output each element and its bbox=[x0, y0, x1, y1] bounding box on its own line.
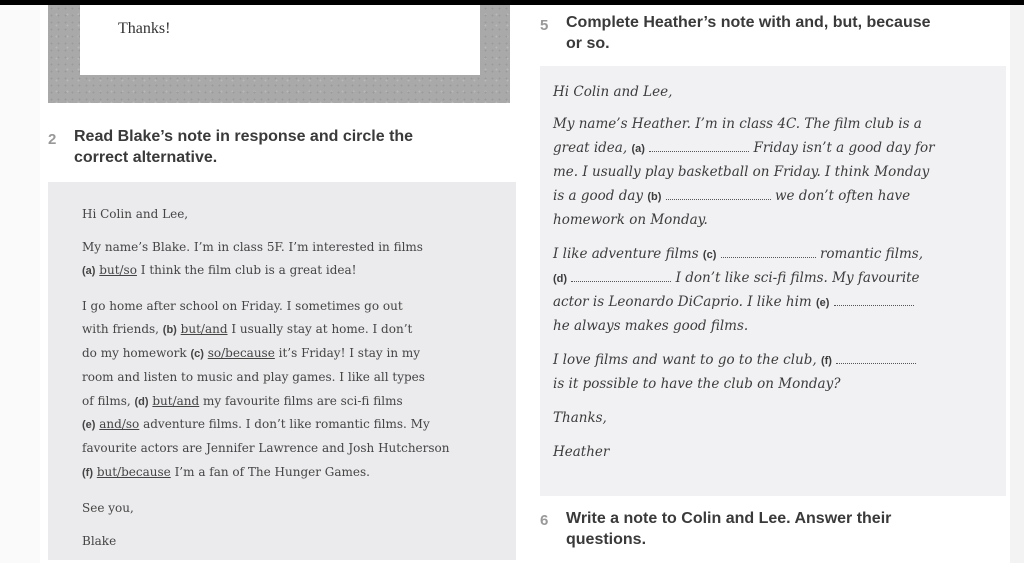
task-6-instruction-line: questions. bbox=[566, 531, 647, 548]
gap-label: (f) bbox=[82, 467, 93, 479]
line-text: is a good day bbox=[553, 188, 648, 204]
line-text: it’s Friday! I stay in my bbox=[274, 346, 421, 360]
heather-line bbox=[553, 266, 920, 291]
task-2-number: 2 bbox=[48, 131, 57, 148]
choice-options[interactable]: and/so bbox=[99, 417, 140, 431]
left-page-gutter bbox=[0, 5, 40, 563]
gap-label: (d) bbox=[553, 273, 568, 285]
blake-line: favourite actors are Jennifer Lawrence and Josh Hutcherson bbox=[82, 441, 450, 455]
gap-label: (a) bbox=[631, 143, 645, 155]
choice-options[interactable]: but/because bbox=[96, 465, 171, 479]
blake-line bbox=[82, 461, 370, 485]
line-text: adventure films. I don’t like romantic films. My bbox=[139, 417, 430, 431]
heather-line bbox=[553, 348, 916, 373]
gap-blank[interactable] bbox=[666, 187, 771, 200]
line-text: I’m a fan of The Hunger Games. bbox=[170, 465, 370, 479]
line-text: I like adventure films bbox=[553, 246, 703, 262]
line-text: we don’t often have bbox=[770, 188, 911, 204]
gap-label: (f) bbox=[820, 355, 832, 367]
heather-closing: Thanks, bbox=[553, 410, 607, 426]
gap-label: (a) bbox=[82, 265, 96, 277]
heather-line: me. I usually play basketball on Friday. I think Monday bbox=[553, 164, 930, 180]
task-6-instruction-line: Write a note to Colin and Lee. Answer their bbox=[566, 510, 892, 527]
task-5-instruction-line: Complete Heather’s note with and, but, because bbox=[566, 14, 931, 31]
blake-line: I go home after school on Friday. I sometimes go out bbox=[82, 299, 403, 313]
line-text: with friends, bbox=[82, 322, 163, 336]
heather-line bbox=[553, 242, 923, 267]
heather-line: My name’s Heather. I’m in class 4C. The film club is a bbox=[553, 116, 922, 132]
task-5-number: 5 bbox=[540, 17, 549, 34]
line-text: of films, bbox=[82, 394, 135, 408]
choice-options[interactable]: but/and bbox=[152, 394, 200, 408]
gap-label: (b) bbox=[162, 324, 177, 336]
line-text: I think the film club is a great idea! bbox=[136, 263, 357, 277]
choice-options[interactable]: but/so bbox=[99, 263, 137, 277]
gap-blank[interactable] bbox=[571, 269, 671, 282]
heather-line: homework on Monday. bbox=[553, 212, 708, 228]
gap-blank[interactable] bbox=[721, 245, 816, 258]
gap-blank[interactable] bbox=[834, 293, 914, 306]
choice-options[interactable]: so/because bbox=[207, 346, 275, 360]
blake-line bbox=[82, 390, 403, 414]
gap-label: (c) bbox=[702, 249, 717, 261]
heather-greeting: Hi Colin and Lee, bbox=[553, 84, 673, 100]
gap-label: (b) bbox=[647, 191, 662, 203]
line-text: my favourite films are sci-fi films bbox=[199, 394, 403, 408]
blake-line bbox=[82, 342, 420, 366]
heather-line: is it possible to have the club on Monday? bbox=[553, 376, 841, 392]
blake-line bbox=[82, 413, 430, 437]
blake-signature: Blake bbox=[82, 534, 117, 548]
previous-note-card bbox=[80, 5, 480, 75]
line-text: actor is Leonardo DiCaprio. I like him bbox=[553, 294, 817, 310]
heather-signature: Heather bbox=[553, 444, 610, 460]
blake-line: My name’s Blake. I’m in class 5F. I’m interested in films bbox=[82, 240, 423, 254]
blake-greeting: Hi Colin and Lee, bbox=[82, 207, 189, 221]
task-2-instruction-line: Read Blake’s note in response and circle the bbox=[74, 128, 414, 145]
line-text: great idea, bbox=[553, 140, 632, 156]
task-5-instruction-line: or so. bbox=[566, 35, 610, 52]
task-2-instruction-line: correct alternative. bbox=[74, 149, 218, 166]
choice-options[interactable]: but/and bbox=[180, 322, 228, 336]
gap-blank[interactable] bbox=[649, 139, 749, 152]
task-6-number: 6 bbox=[540, 512, 549, 529]
task-5-instruction bbox=[566, 12, 931, 54]
gap-label: (e) bbox=[82, 419, 96, 431]
line-text: I usually stay at home. I don’t bbox=[227, 322, 413, 336]
heather-line bbox=[553, 290, 914, 315]
line-text: romantic films, bbox=[815, 246, 924, 262]
blake-line: room and listen to music and play games. I like all types bbox=[82, 370, 425, 384]
line-text: I don’t like sci-fi films. My favourite bbox=[671, 270, 920, 286]
heather-line: he always makes good films. bbox=[553, 318, 749, 334]
right-page-edge bbox=[1010, 5, 1024, 563]
line-text: I love films and want to go to the club, bbox=[553, 352, 821, 368]
heather-line bbox=[553, 184, 910, 209]
blake-line bbox=[82, 318, 412, 342]
task-6-instruction bbox=[566, 508, 891, 550]
line-text: Friday isn’t a good day for bbox=[749, 140, 935, 156]
gap-blank[interactable] bbox=[836, 351, 916, 364]
blake-line bbox=[82, 259, 357, 283]
heather-line bbox=[553, 136, 935, 161]
gap-label: (c) bbox=[190, 348, 204, 360]
previous-note-thanks: Thanks! bbox=[118, 20, 171, 37]
gap-label: (d) bbox=[134, 396, 149, 408]
gap-label: (e) bbox=[816, 297, 830, 309]
line-text: do my homework bbox=[82, 346, 191, 360]
blake-closing: See you, bbox=[82, 501, 134, 515]
task-2-instruction bbox=[74, 126, 413, 168]
